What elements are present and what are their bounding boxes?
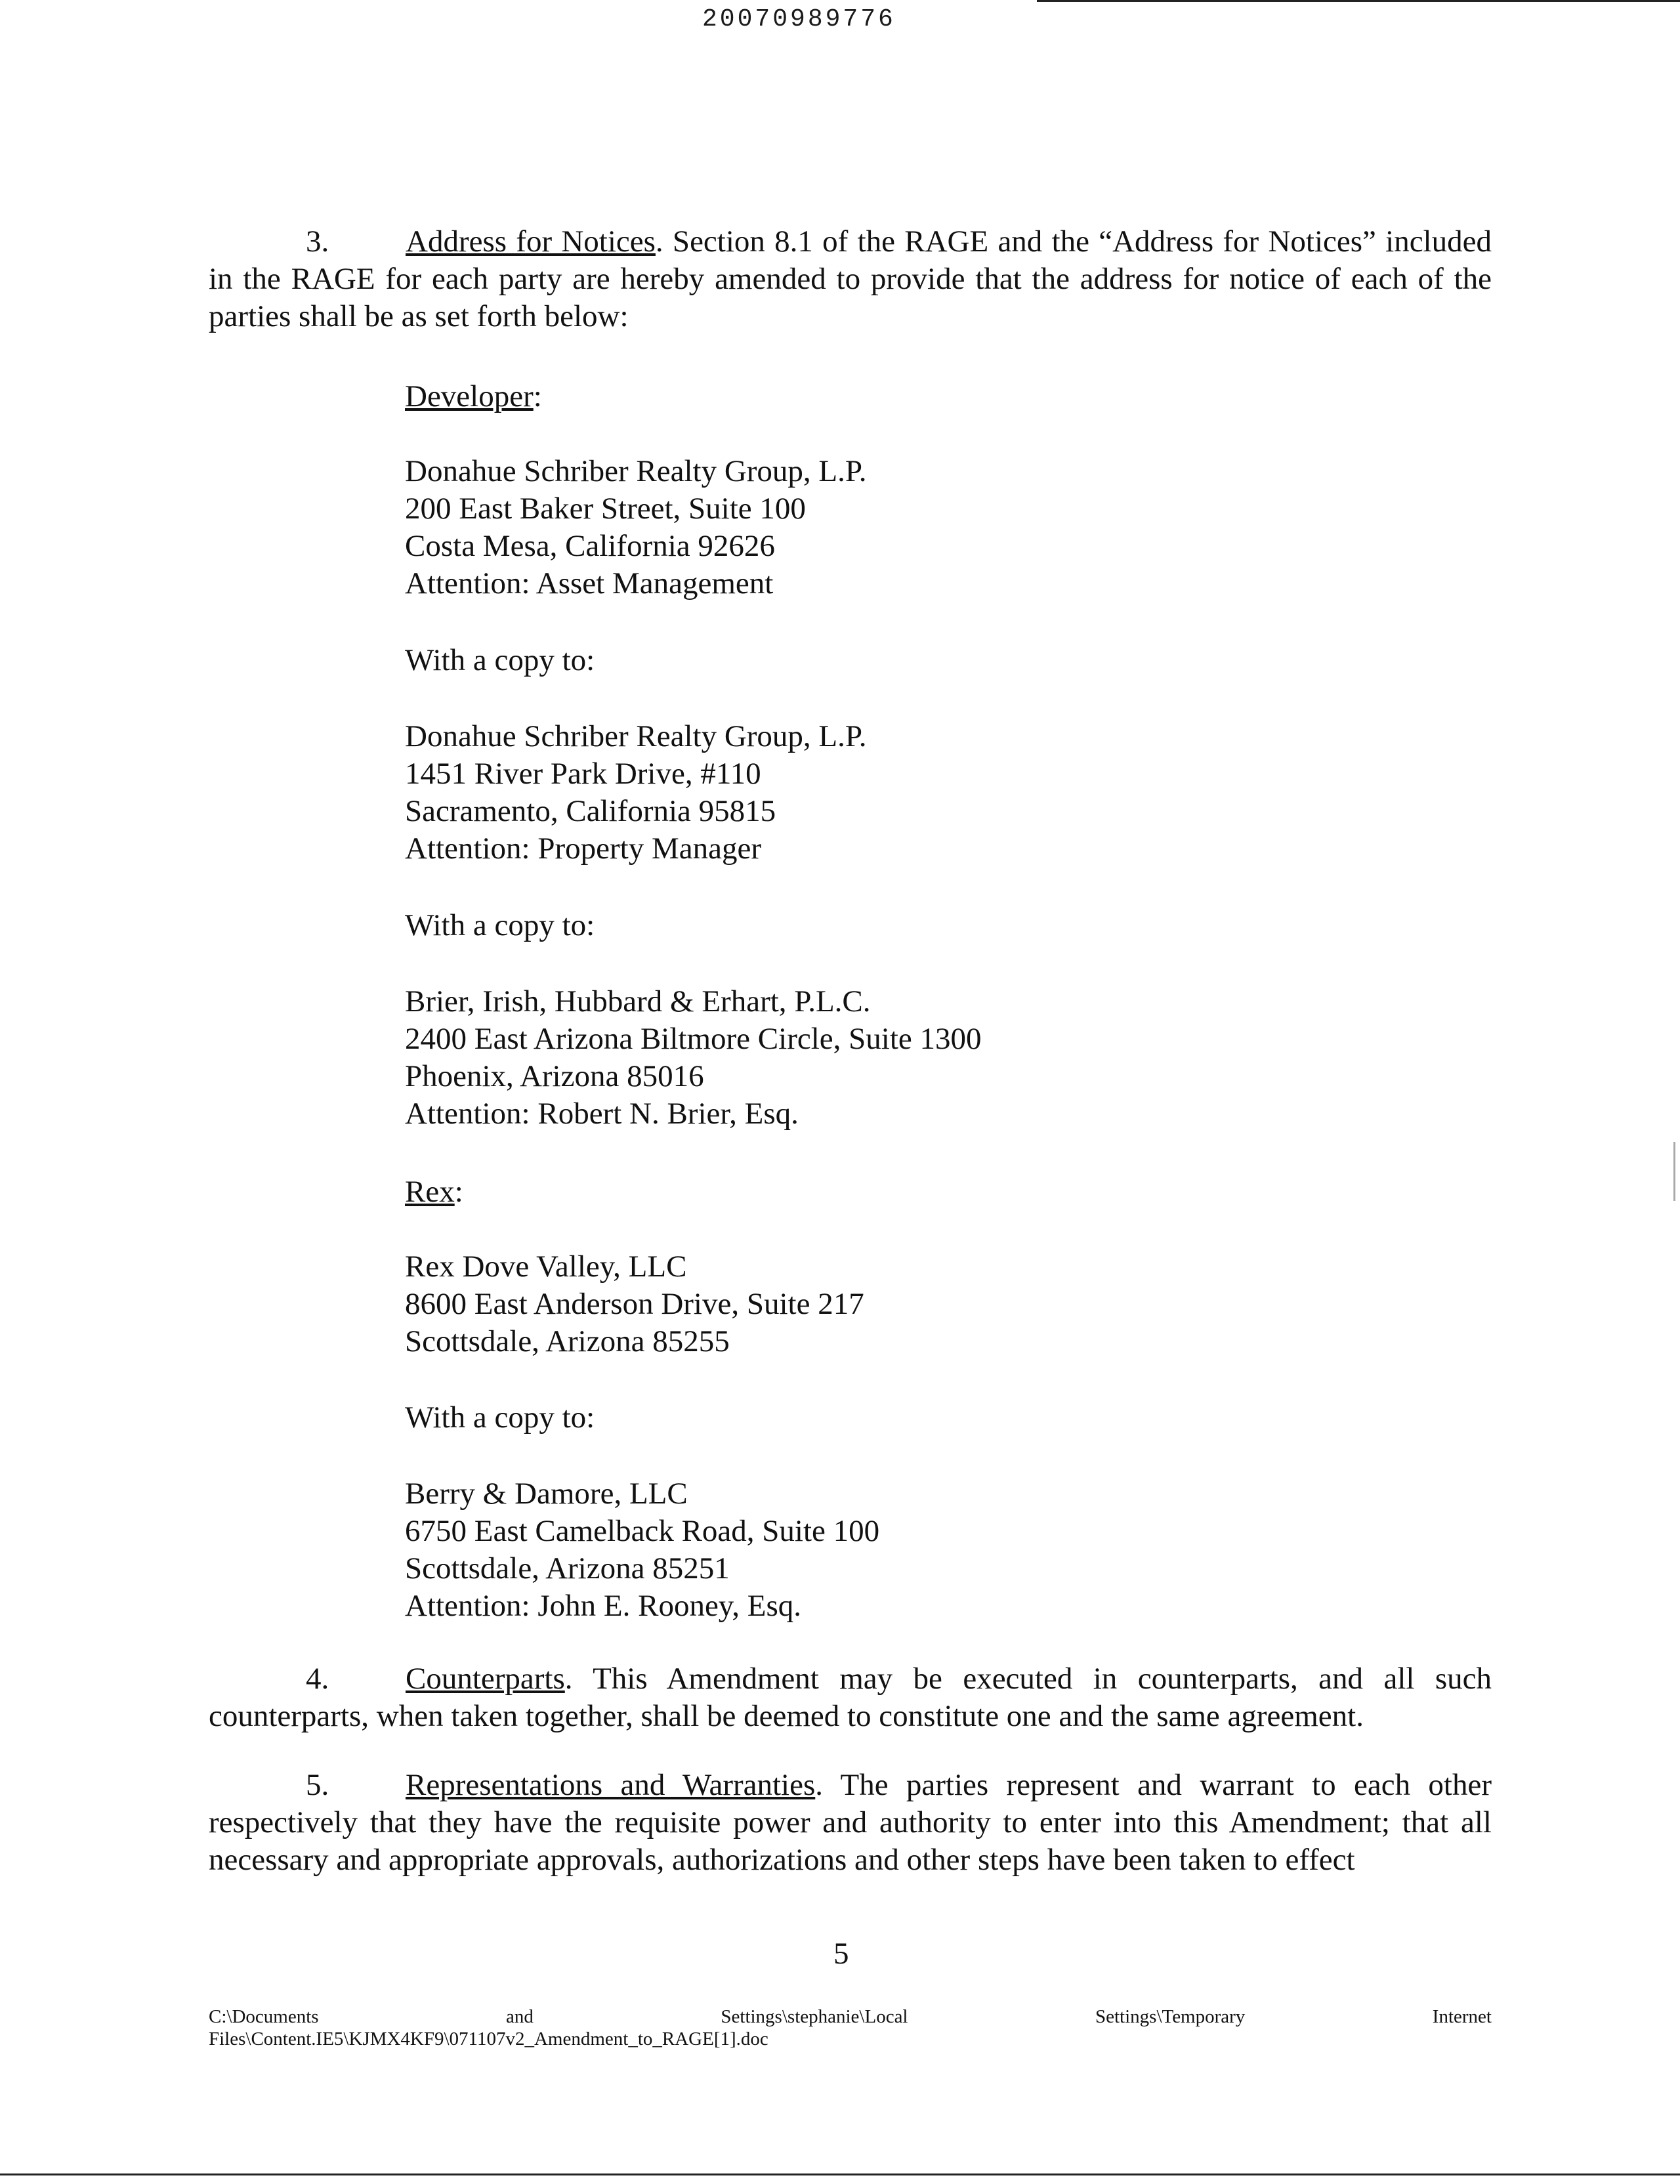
developer-heading-block (405, 378, 542, 415)
address-line: 2400 East Arizona Biltmore Circle, Suite 1300 (405, 1022, 982, 1056)
file-path-footer (209, 2006, 1492, 2050)
footer-path-part: Internet (1432, 2006, 1492, 2027)
address-line: Brier, Irish, Hubbard & Erhart, P.L.C. (405, 984, 871, 1018)
section-number: 5. (306, 1768, 329, 1802)
developer-address-2 (405, 718, 867, 868)
address-line: 1451 River Park Drive, #110 (405, 757, 761, 791)
address-line: Attention: Asset Management (405, 566, 774, 600)
copy-label: With a copy to: (405, 908, 595, 942)
address-line: Scottsdale, Arizona 85251 (405, 1551, 730, 1586)
document-number: 20070989776 (702, 5, 896, 33)
section-5-paragraph (209, 1767, 1492, 1879)
address-line: Attention: Robert N. Brier, Esq. (405, 1097, 799, 1131)
developer-address-1 (405, 453, 867, 602)
address-line: Costa Mesa, California 92626 (405, 529, 775, 563)
rex-address-2 (405, 1475, 879, 1625)
footer-row (209, 2006, 1492, 2028)
scan-artifact (1673, 1142, 1675, 1201)
developer-heading: Developer (405, 379, 534, 413)
address-line: 200 East Baker Street, Suite 100 (405, 492, 806, 526)
heading-colon: : (454, 1175, 463, 1209)
footer-path-part: Settings\stephanie\Local (721, 2006, 908, 2027)
footer-path-part: Settings\Temporary (1095, 2006, 1246, 2027)
section-3-paragraph (209, 223, 1492, 335)
rex-heading: Rex (405, 1175, 455, 1209)
address-line: Phoenix, Arizona 85016 (405, 1059, 704, 1093)
address-line: Donahue Schriber Realty Group, L.P. (405, 719, 867, 753)
address-line: Scottsdale, Arizona 85255 (405, 1324, 730, 1358)
page-number: 5 (833, 1937, 849, 1971)
copy-label: With a copy to: (405, 1400, 595, 1435)
address-line: 6750 East Camelback Road, Suite 100 (405, 1514, 880, 1548)
address-line: Attention: Property Manager (405, 831, 761, 866)
address-line: 8600 East Anderson Drive, Suite 217 (405, 1287, 864, 1321)
rex-heading-block (405, 1173, 463, 1211)
address-line: Berry & Damore, LLC (405, 1477, 688, 1511)
footer-path-part: and (506, 2006, 534, 2027)
section-number: 4. (306, 1662, 329, 1696)
section-4-paragraph (209, 1660, 1492, 1735)
heading-colon: : (533, 379, 542, 413)
top-rule (1037, 0, 1680, 2)
section-text: . Section 8.1 of the RAGE and the “Address for Notices” included in the RAGE for each party are hereby amended to provide that the address for notice of each of the parties shall be as set forth below: (209, 224, 1492, 333)
section-heading: Representations and Warranties (406, 1768, 816, 1802)
bottom-rule (0, 2174, 1680, 2175)
section-number: 3. (306, 224, 329, 259)
footer-path-line-2: Files\Content.IE5\KJMX4KF9\071107v2_Amendment_to_RAGE[1].doc (209, 2028, 768, 2049)
copy-label: With a copy to: (405, 643, 595, 677)
address-line: Attention: John E. Rooney, Esq. (405, 1589, 802, 1623)
address-line: Sacramento, California 95815 (405, 794, 776, 828)
developer-address-3 (405, 983, 982, 1133)
section-text: . This Amendment may be executed in counterparts, and all such counterparts, when taken together, shall be deemed to constitute one and the same agreement. (209, 1662, 1492, 1733)
rex-address-1 (405, 1248, 864, 1360)
section-heading: Address for Notices (406, 224, 656, 259)
footer-path-part: C:\Documents (209, 2006, 319, 2027)
section-heading: Counterparts (406, 1662, 565, 1696)
section-text: . The parties represent and warrant to each other respectively that they have the requisite power and authority to enter into this Amendment; that all necessary and appropriate approvals, authorizations and other steps have been taken to effect (209, 1768, 1492, 1877)
address-line: Donahue Schriber Realty Group, L.P. (405, 454, 867, 488)
address-line: Rex Dove Valley, LLC (405, 1250, 687, 1284)
